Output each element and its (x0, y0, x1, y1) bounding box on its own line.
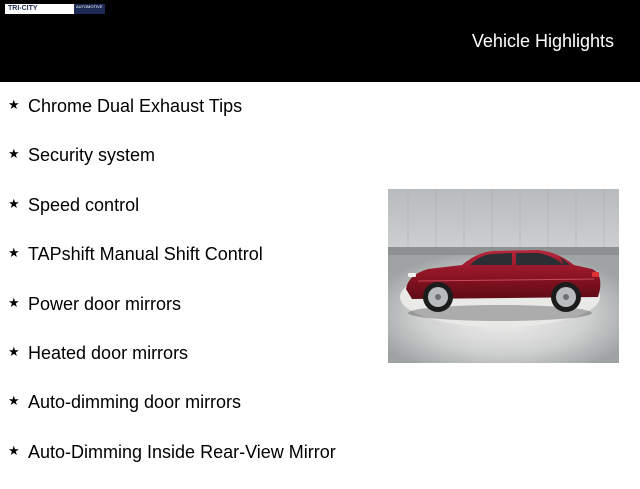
list-item (8, 193, 336, 242)
list-item (8, 390, 336, 439)
feature-text: Speed control (28, 194, 140, 215)
feature-list (8, 94, 336, 489)
vehicle-photo-graphic (388, 189, 619, 363)
page-title: Vehicle Highlights (471, 31, 614, 51)
logo-wordmark: TRI-CITY (5, 4, 74, 14)
list-item (8, 94, 336, 143)
list-item (8, 440, 336, 489)
star-icon: ★ (8, 294, 20, 310)
star-icon: ★ (8, 146, 20, 162)
vehicle-photo[interactable] (388, 189, 619, 363)
list-item (8, 341, 336, 390)
star-icon: ★ (8, 393, 20, 409)
star-icon: ★ (8, 343, 20, 359)
header-bar (0, 0, 640, 82)
star-icon: ★ (8, 442, 20, 458)
feature-text: Auto-dimming door mirrors (28, 392, 242, 413)
feature-text: Power door mirrors (28, 293, 182, 314)
feature-text: Heated door mirrors (28, 342, 189, 363)
logo-tagline: AUTOMOTIVE (74, 4, 105, 14)
list-item (8, 242, 336, 291)
star-icon: ★ (8, 97, 20, 112)
feature-text: Chrome Dual Exhaust Tips (28, 96, 243, 116)
list-item (8, 292, 336, 341)
feature-text: Security system (28, 145, 156, 166)
feature-text: TAPshift Manual Shift Control (28, 244, 263, 265)
feature-text: Auto-Dimming Inside Rear-View Mirror (28, 441, 336, 462)
star-icon: ★ (8, 245, 20, 261)
list-item (8, 143, 336, 192)
star-icon: ★ (8, 195, 20, 211)
dealer-logo[interactable] (5, 4, 105, 14)
